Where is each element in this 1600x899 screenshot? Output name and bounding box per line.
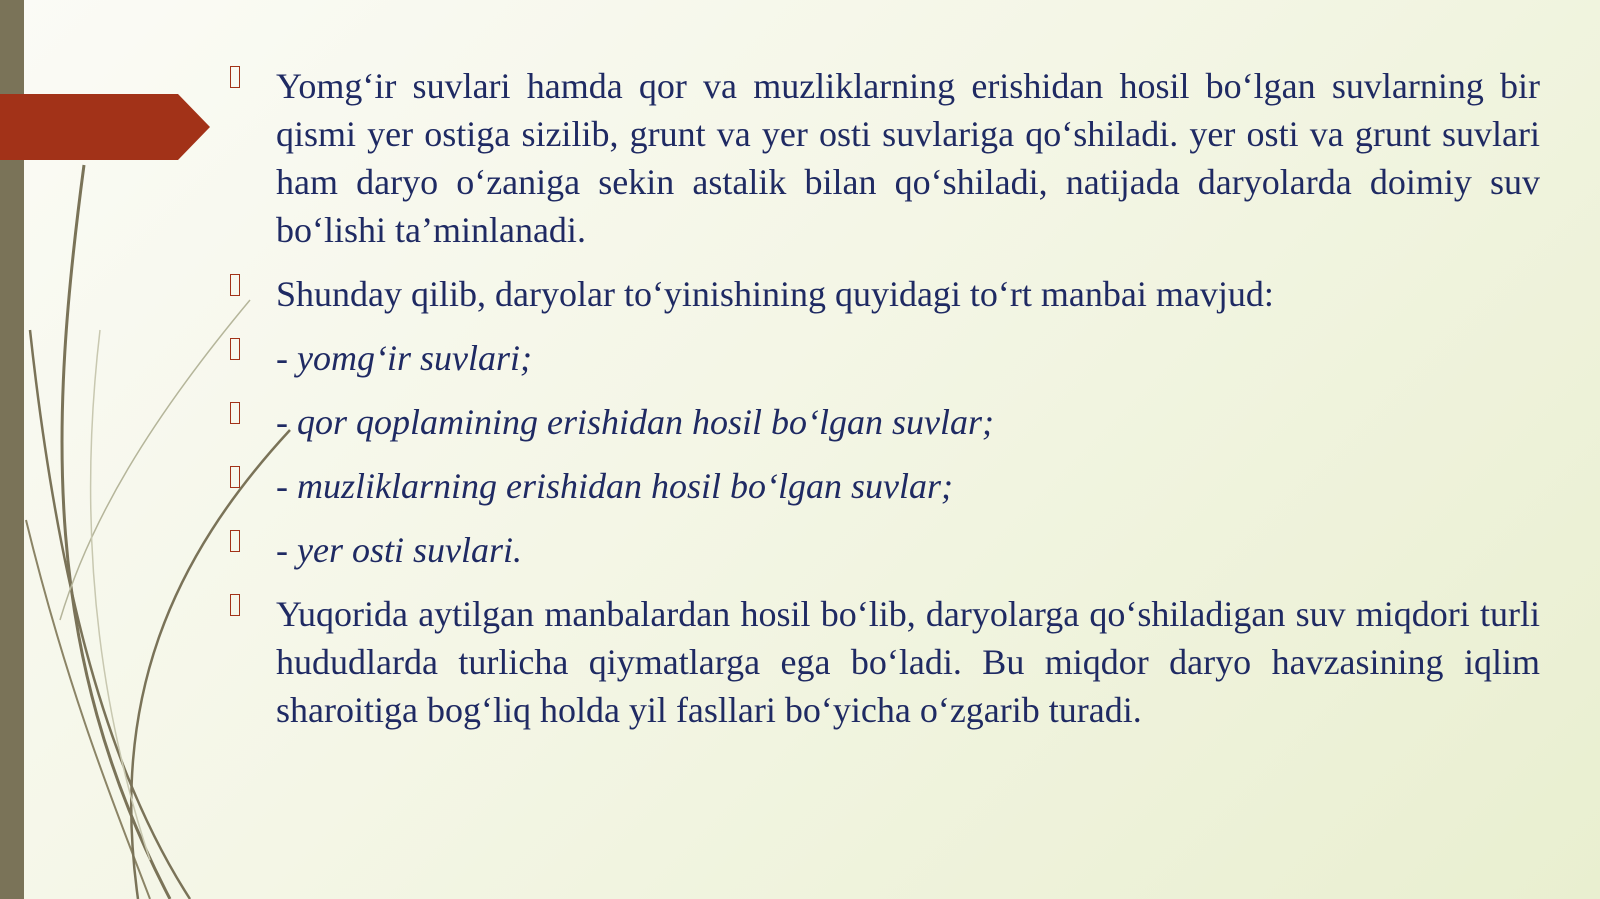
- bullet-list: [228, 62, 1540, 750]
- list-item-text: - yer osti suvlari.: [276, 530, 522, 570]
- list-item: [228, 270, 1540, 318]
- list-item: [228, 590, 1540, 734]
- rectangle-bullet-icon: [230, 466, 240, 488]
- list-item: [228, 526, 1540, 574]
- list-item: [228, 398, 1540, 446]
- rectangle-bullet-icon: [230, 402, 240, 424]
- list-item-text: Yuqorida aytilgan manbalardan hosil bo‘lib, daryolarga qo‘shiladigan suv miqdori turli hududlarda turlicha qiymatlarga ega bo‘ladi. Bu miqdor daryo havzasining iqlim sharoitiga bog‘liq holda yil fasllari bo‘yicha o‘zgarib turadi.: [276, 594, 1540, 730]
- rectangle-bullet-icon: [230, 274, 240, 296]
- list-item: [228, 62, 1540, 254]
- list-item-text: Shunday qilib, daryolar to‘yinishining quyidagi to‘rt manbai mavjud:: [276, 274, 1274, 314]
- list-item: [228, 334, 1540, 382]
- list-item-text: - yomg‘ir suvlari;: [276, 338, 532, 378]
- rectangle-bullet-icon: [230, 66, 240, 88]
- list-item-text: - qor qoplamining erishidan hosil bo‘lgan suvlar;: [276, 402, 994, 442]
- rectangle-bullet-icon: [230, 594, 240, 616]
- red-arrow-shape: [0, 94, 210, 160]
- rectangle-bullet-icon: [230, 338, 240, 360]
- list-item: [228, 462, 1540, 510]
- list-item-text: Yomg‘ir suvlari hamda qor va muzliklarning erishidan hosil bo‘lgan suvlarning bir qismi yer ostiga sizilib, grunt va yer osti suvlariga qo‘shiladi. yer osti va grunt suvlari ham daryo o‘zaniga sekin astalik bilan qo‘shiladi, natijada daryolarda doimiy suv bo‘lishi ta’minlanadi.: [276, 66, 1540, 250]
- list-item-text: - muzliklarning erishidan hosil bo‘lgan suvlar;: [276, 466, 953, 506]
- rectangle-bullet-icon: [230, 530, 240, 552]
